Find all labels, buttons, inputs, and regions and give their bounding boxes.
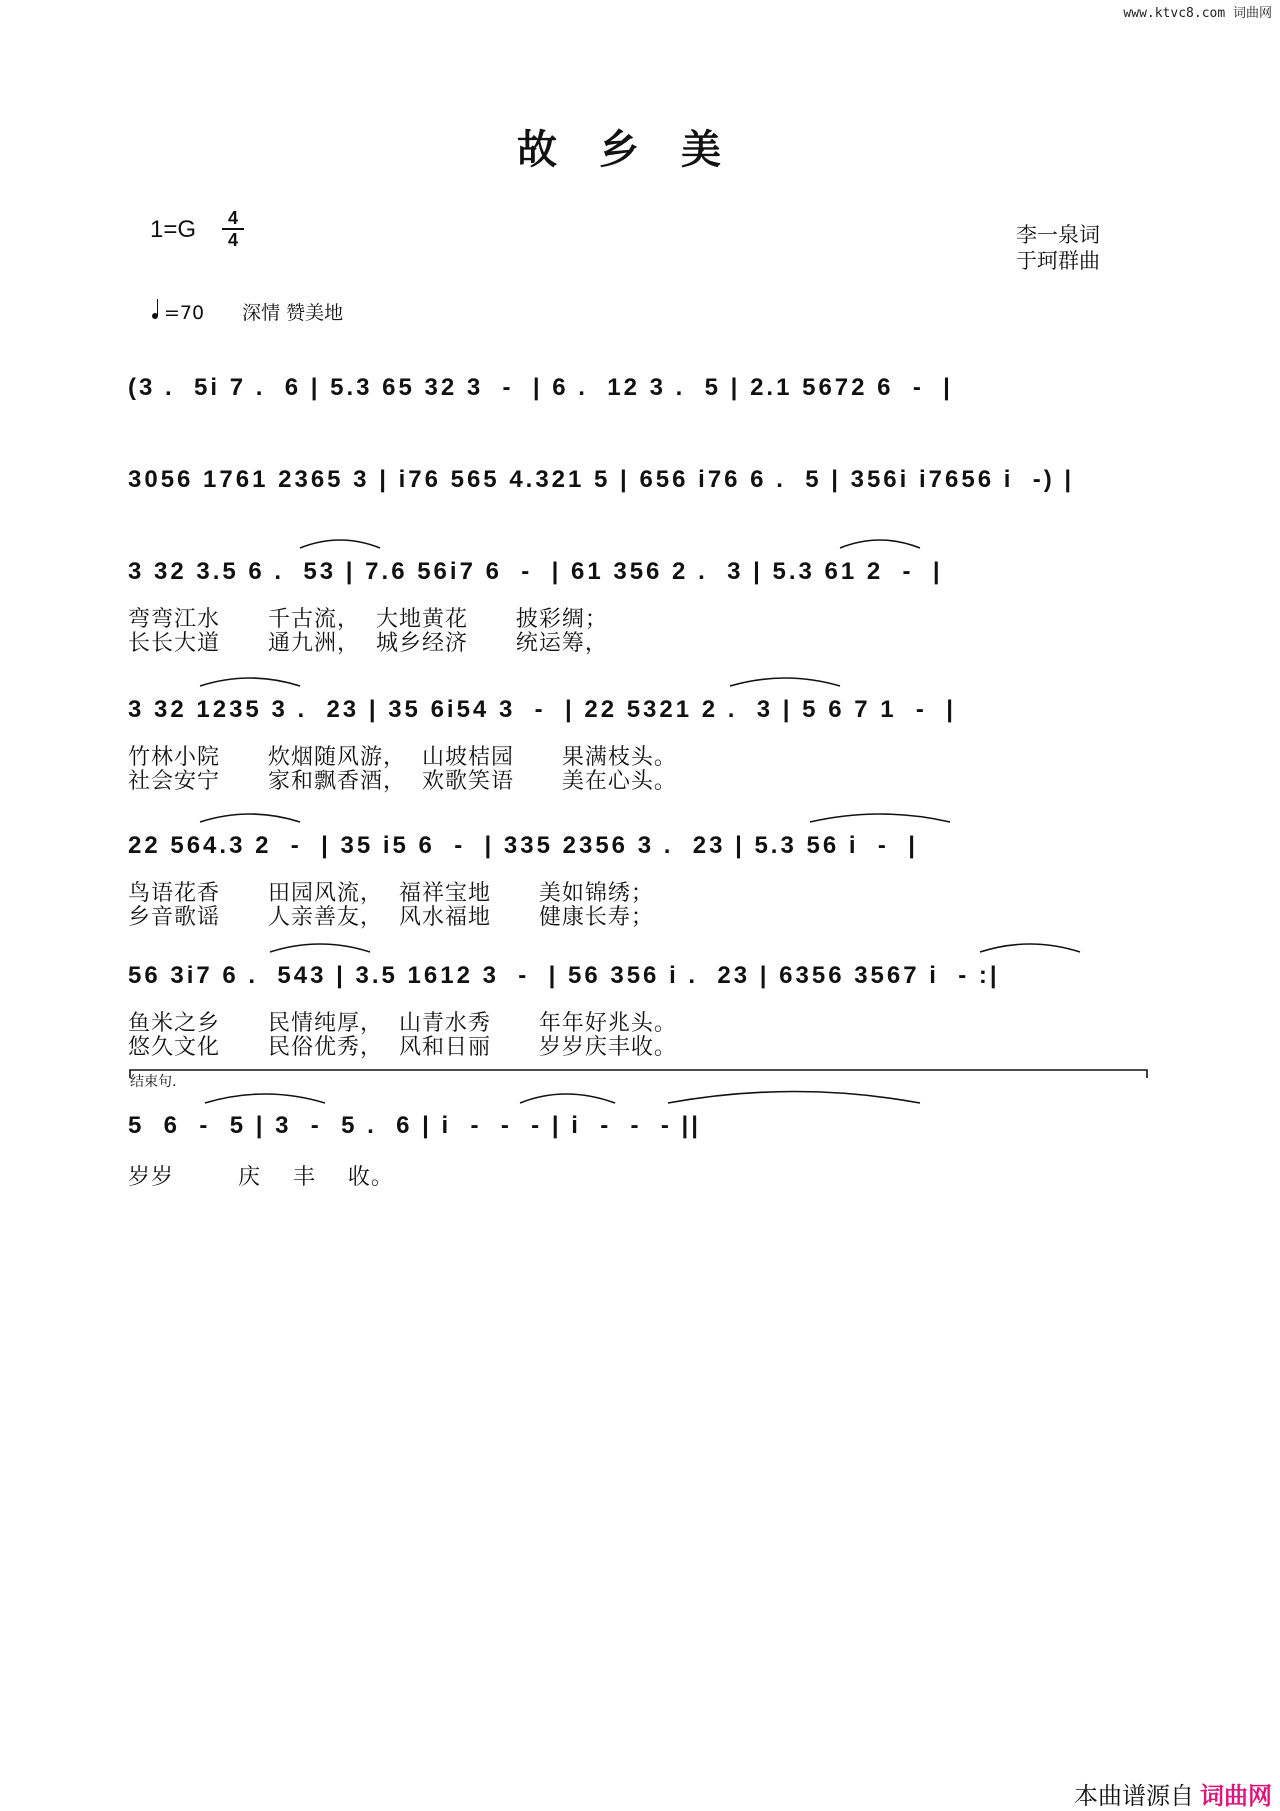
key-signature: 1=G (150, 216, 197, 243)
slur (520, 1094, 615, 1103)
tempo-value: =70 (164, 302, 205, 324)
score-row-2: 3056 1761 2365 3 | i76 565 4.321 5 | 656 i76 6 . 5 | 356i i7656 i -) | (128, 466, 1075, 493)
slur (668, 1092, 920, 1104)
footer-credit (1074, 1776, 1272, 1811)
score-row-5: 22 564.3 2 - | 35 i5 6 - | 335 2356 3 . 23 | 5.3 56 i - | (128, 832, 918, 859)
lyricist: 李一泉词 (1016, 223, 1100, 247)
score-row-7: 5 6 - 5 | 3 - 5 . 6 | i - - - | i - - - || (128, 1112, 701, 1139)
lyric-row-6-verse-1: 鱼米之乡 民情纯厚， 山青水秀 年年好兆头。 (128, 1011, 677, 1036)
slur (205, 1094, 325, 1103)
footer-text: 本曲谱源自 (1074, 1782, 1194, 1810)
slur (980, 944, 1080, 952)
song-title: 故乡美 (517, 126, 763, 173)
lyric-row-3-verse-1: 弯弯江水 千古流， 大地黄花 披彩绸； (128, 607, 608, 632)
score-row-4: 3 32 1235 3 . 23 | 35 6i54 3 - | 22 5321 2 . 3 | 5 6 7 1 - | (128, 696, 956, 723)
slur (840, 540, 920, 548)
lyric-row-5-verse-2: 乡音歌谣 人亲善友， 风水福地 健康长寿； (128, 905, 654, 930)
score-row-6: 56 3i7 6 . 543 | 3.5 1612 3 - | 56 356 i . 23 | 6356 3567 i - :| (128, 962, 1000, 989)
footer-brand[interactable]: 词曲网 (1200, 1782, 1272, 1810)
lyric-row-5-verse-1: 鸟语花香 田园风流， 福祥宝地 美如锦绣； (128, 881, 654, 906)
lyric-row-7: 岁岁 庆 丰 收。 (128, 1165, 394, 1190)
lyric-row-3-verse-2: 长长大道 通九洲， 城乡经济 统运筹， (128, 631, 608, 656)
slur (730, 678, 840, 686)
slur (200, 814, 300, 822)
slur (200, 678, 300, 686)
expression-mark: 深情 赞美地 (242, 302, 344, 324)
site-watermark: www.ktvc8.com 词曲网 (1123, 6, 1272, 21)
composer: 于珂群曲 (1016, 249, 1100, 273)
time-denominator: 4 (222, 228, 244, 250)
time-numerator: 4 (227, 208, 238, 228)
lyric-row-4-verse-1: 竹林小院 炊烟随风游， 山坡桔园 果满枝头。 (128, 745, 677, 770)
score-row-1: (3 . 5i 7 . 6 | 5.3 65 32 3 - | 6 . 12 3 . 5 | 2.1 5672 6 - | (128, 374, 953, 401)
slur (810, 814, 950, 822)
slur (300, 540, 380, 548)
score-row-3: 3 32 3.5 6 . 53 | 7.6 56i7 6 - | 61 356 2 . 3 | 5.3 61 2 - | (128, 558, 943, 585)
ending-bracket (130, 1070, 1147, 1078)
lyric-row-4-verse-2: 社会安宁 家和飘香酒， 欢歌笑语 美在心头。 (128, 769, 677, 794)
slur (270, 944, 370, 952)
ending-label: 结束句. (130, 1074, 177, 1090)
lyric-row-6-verse-2: 悠久文化 民俗优秀， 风和日丽 岁岁庆丰收。 (128, 1035, 677, 1060)
